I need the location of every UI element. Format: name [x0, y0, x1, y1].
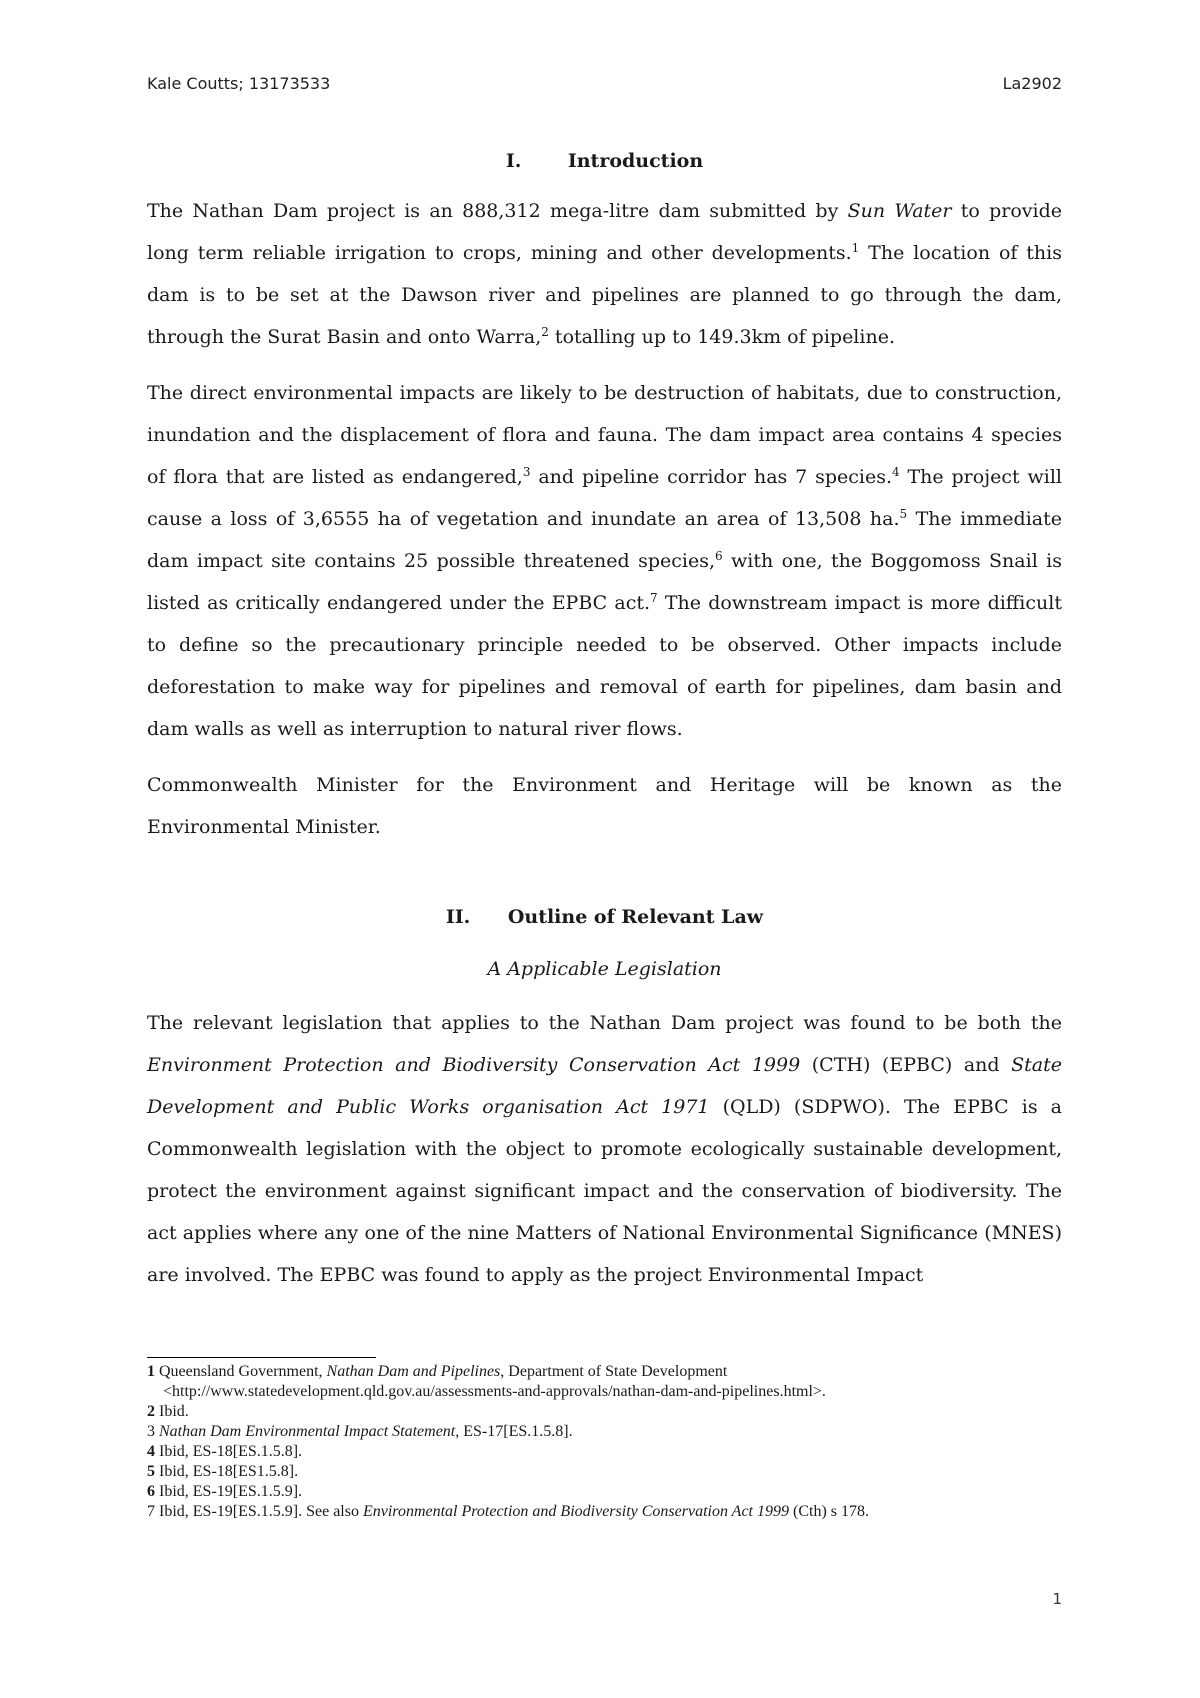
section-title: Outline of Relevant Law	[507, 906, 764, 928]
paragraph-minister: Commonwealth Minister for the Environment and Heritage will be known as the Environmental Minister.	[147, 774, 1062, 838]
footnote-ref[interactable]: 6	[715, 549, 723, 563]
page-number: 1	[1052, 1590, 1062, 1608]
footnote-3: 3 Nathan Dam Environmental Impact Statement, ES-17[ES.1.5.8].	[147, 1423, 573, 1440]
footnote-ref[interactable]: 5	[899, 507, 908, 521]
paragraph-legislation: The relevant legislation that applies to the Nathan Dam project was found to be both the Environment Protection and Biodiversity Conservation Act 1999 (CTH) (EPBC) and State Development and Public Works organisation Act 1971 (QLD) (SDPWO). The EPBC is a Commonwealth legislation with the object to promote ecologically sustainable development, protect the environment against significant impact and the conservation of biodiversity. The act applies where any one of the nine Matters of National Environmental Significance (MNES) are involved. The EPBC was found to apply as the project Environmental Impact	[147, 1012, 1062, 1286]
footnote-5: 5 Ibid, ES-18[ES1.5.8].	[147, 1463, 299, 1480]
section-title: Introduction	[567, 150, 704, 172]
footnote-6: 6 Ibid, ES-19[ES.1.5.9].	[147, 1483, 303, 1500]
footnote-1: 1 Queensland Government, Nathan Dam and Pipelines, Department of State Development	[147, 1363, 728, 1380]
company-name: Sun Water	[847, 200, 952, 222]
act-title: State Development and Public Works organisation Act 1971	[147, 1054, 1062, 1118]
act-title: Environment Protection and Biodiversity Conservation Act 1999	[147, 1054, 801, 1076]
footnote-1-url[interactable]: <http://www.statedevelopment.qld.gov.au/assessments-and-approvals/nathan-dam-and-pipelines.html>.	[163, 1383, 826, 1400]
paragraph-impacts: The direct environmental impacts are likely to be destruction of habitats, due to construction, inundation and the displacement of flora and fauna. The dam impact area contains 4 species of flora that are listed as endangered,$^3$ and pipeline corridor has 7 species.$^4$ The project will cause a loss of 3,6555 ha of vegetation and inundate an area of 13,508 ha.$^5$ The immediate dam impact site contains 25 possible threatened species,$^6$ with one, the Boggomoss Snail is listed as critically endangered under the EPBC act.$^7$ The downstream impact is more difficult to define so the precautionary principle needed to be observed. Other impacts include deforestation to make way for pipelines and removal of earth for pipelines, dam basin and dam walls as well as interruption to natural river flows.	[147, 382, 1062, 740]
paragraph-intro: The Nathan Dam project is an 888,312 mega-litre dam submitted by Sun Water to provide long term reliable irrigation to crops, mining and other developments.$^1$ The location of this dam is to be set at the Dawson river and pipelines are planned to go through the dam, through the Surat Basin and onto Warra,$^2$ totalling up to 149.3km of pipeline.	[147, 200, 1062, 348]
subsection-heading: A Applicable Legislation	[487, 958, 722, 980]
footnote-ref[interactable]: 2	[541, 325, 549, 339]
header-author: Kale Coutts; 13173533	[147, 74, 331, 93]
section-heading-relevant-law	[147, 902, 1062, 932]
footnote-ref[interactable]: 7	[650, 591, 658, 605]
section-number: I.	[505, 150, 522, 172]
page-header	[147, 74, 1062, 93]
section-heading-introduction	[147, 146, 1062, 176]
footnote-2: 2 Ibid.	[147, 1403, 189, 1420]
footnote-ref[interactable]: 3	[522, 465, 531, 479]
document-body	[147, 146, 1062, 1296]
footnote-7: 7 Ibid, ES-19[ES.1.5.9]. See also Environmental Protection and Biodiversity Conservation Act 1999 (Cth) s 178.	[147, 1503, 869, 1520]
footnote-ref[interactable]: 1	[851, 241, 860, 255]
footnote-4: 4 Ibid, ES-18[ES.1.5.8].	[147, 1443, 303, 1460]
header-course: La2902	[1002, 74, 1062, 93]
footnotes	[147, 1362, 1077, 1522]
section-number: II.	[445, 906, 471, 928]
footnote-ref[interactable]: 4	[892, 465, 900, 479]
footnote-separator	[147, 1357, 376, 1358]
